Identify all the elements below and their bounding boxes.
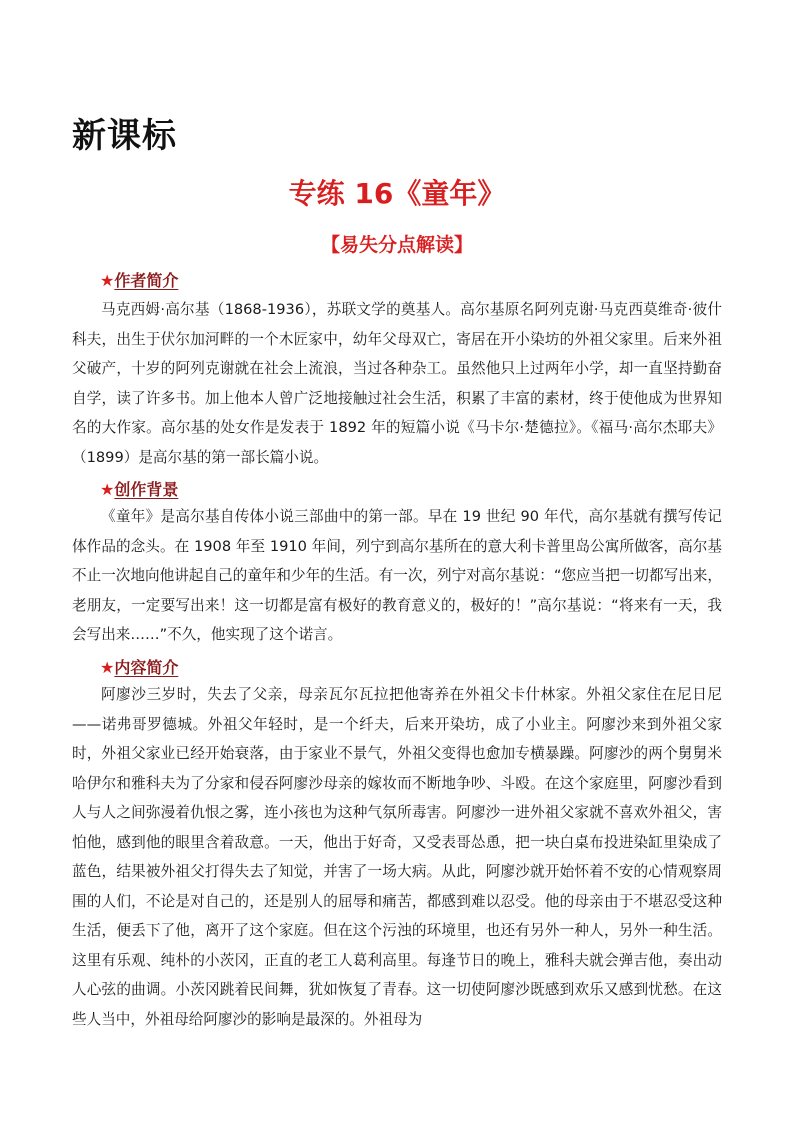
page-subtitle: 【易失分点解读】	[320, 234, 473, 256]
star-icon: ★	[100, 271, 115, 290]
section-heading-background	[100, 477, 178, 500]
section-heading-content	[100, 655, 178, 678]
page-title: 专练 16《童年》	[288, 177, 506, 210]
brand-logo-text: 新课标	[72, 116, 177, 156]
section-heading-label: 作者简介	[114, 271, 179, 290]
section-paragraph-background: 《童年》是高尔基自传体小说三部曲中的第一部。早在 19 世纪 90 年代，高尔基就有撰写传记体作品的念头。在 1908 年至 1910 年间，列宁到高尔基所在的意大利卡普里岛公寓所做客，高尔基不止一次地向他讲起自己的童年和少年的生活。有一次，列宁对高尔基说：“您应当把一切都写出来，老朋友，一定要写出来！这一切都是富有极好的教育意义的，极好的！”高尔基说：“将来有一天，我会写出来……”不久，他实现了这个诺言。	[72, 508, 722, 643]
section-paragraph-content: 阿廖沙三岁时，失去了父亲，母亲瓦尔瓦拉把他寄养在外祖父卡什林家。外祖父家住在尼日尼——诺弗哥罗德城。外祖父年轻时，是一个纤夫，后来开染坊，成了小业主。阿廖沙来到外祖父家时，外祖父家业已经开始衰落，由于家业不景气，外祖父变得也愈加专横暴躁。阿廖沙的两个舅舅米哈伊尔和雅科夫为了分家和侵吞阿廖沙母亲的嫁妆而不断地争吵、斗殴。在这个家庭里，阿廖沙看到人与人之间弥漫着仇恨之雾，连小孩也为这种气氛所毒害。阿廖沙一进外祖父家就不喜欢外祖父，害怕他，感到他的眼里含着敌意。一天，他出于好奇，又受表哥怂恿，把一块白桌布投进染缸里染成了蓝色，结果被外祖父打得失去了知觉，并害了一场大病。从此，阿廖沙就开始怀着不安的心情观察周围的人们，不论是对自己的，还是别人的屈辱和痛苦，都感到难以忍受。他的母亲由于不堪忍受这种生活，便丢下了他，离开了这个家庭。但在这个污浊的环境里，也还有另外一种人，另外一种生活。这里有乐观、纯朴的小茨冈，正直的老工人葛利高里。每逢节日的晚上，雅科夫就会弹吉他，奏出动人心弦的曲调。小茨冈跳着民间舞，犹如恢复了青春。这一切使阿廖沙既感到欢乐又感到忧愁。在这些人当中，外祖母给阿廖沙的影响是最深的。外祖母为	[72, 686, 722, 1028]
section-heading-label: 创作背景	[114, 480, 179, 499]
section-paragraph-author: 马克西姆·高尔基（1868-1936），苏联文学的奠基人。高尔基原名阿列克谢·马克西莫维奇·彼什科夫，出生于伏尔加河畔的一个木匠家中，幼年父母双亡，寄居在开小染坊的外祖父家里。后来外祖父破产，十岁的阿列克谢就在社会上流浪，当过各种杂工。虽然他只上过两年小学，却一直坚持勤奋自学，读了许多书。加上他本人曾广泛地接触过社会生活，积累了丰富的素材，终于使他成为世界知名的大作家。高尔基的处女作是发表于 1892 年的短篇小说《马卡尔·楚德拉》。《福马·高尔杰耶夫》（1899）是高尔基的第一部长篇小说。	[72, 301, 722, 466]
section-heading-label: 内容简介	[114, 658, 179, 677]
section-heading-author	[100, 268, 178, 291]
star-icon: ★	[100, 658, 115, 677]
star-icon: ★	[100, 480, 115, 499]
